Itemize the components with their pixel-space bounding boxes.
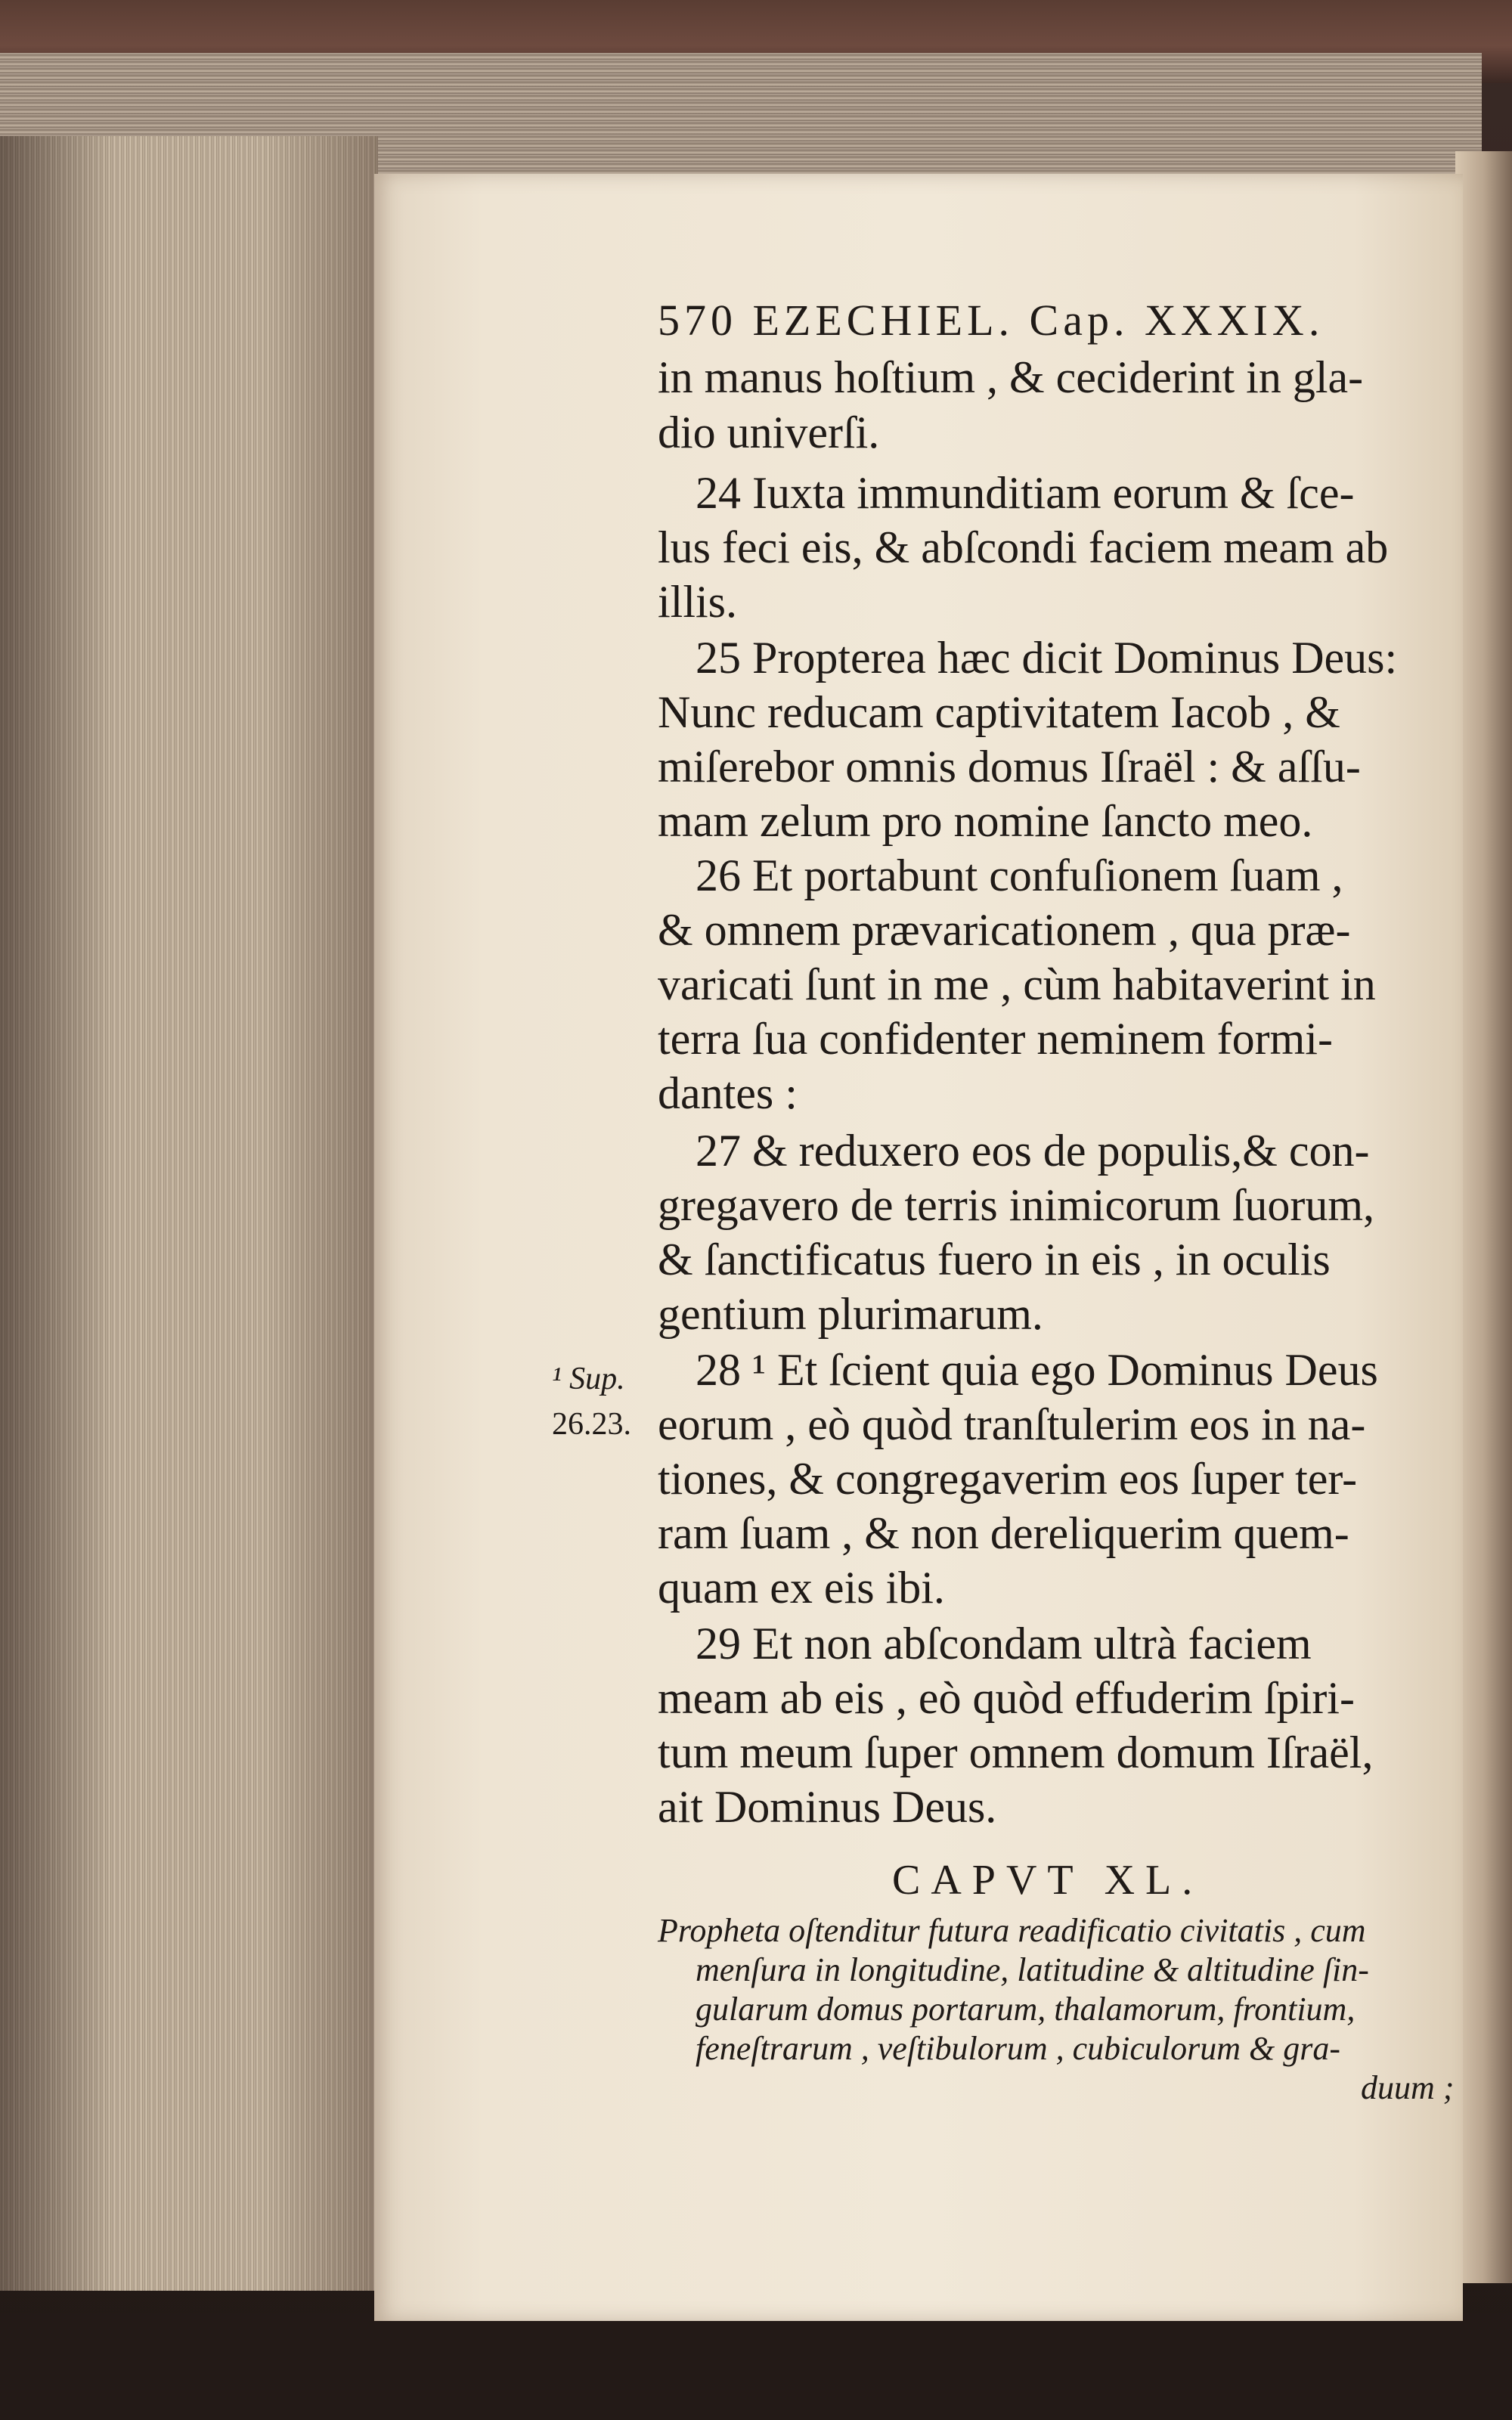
running-header: 570 EZECHIEL. Cap. XXXIX. (658, 296, 1325, 345)
chapter-summary-line: Propheta oſtenditur futura readificatio civitatis , cum (658, 1912, 1366, 1949)
text-line: & ſanctificatus fuero in eis , in oculis (658, 1235, 1331, 1284)
text-line: Nunc reducam captivitatem Iacob , & (658, 687, 1340, 737)
text-line: illis. (658, 577, 738, 627)
text-line: eorum , eò quòd tranſtulerim eos in na- (658, 1399, 1366, 1449)
text-line: varicati ſunt in me , cùm habitaverint in (658, 959, 1376, 1009)
text-line: gentium plurimarum. (658, 1289, 1043, 1339)
text-line: mam zelum pro nomine ſancto meo. (658, 796, 1313, 846)
text-line: miſerebor omnis domus Iſraël : & aſſu- (658, 742, 1361, 792)
chapter-summary-line: gularum domus portarum, thalamorum, frontium, (696, 1991, 1356, 2028)
text-line: tum meum ſuper omnem domum Iſraël, (658, 1727, 1374, 1777)
page-right-edge (1455, 151, 1512, 2283)
text-line: 24 Iuxta immunditiam eorum & ſce- (696, 468, 1355, 518)
text-line: meam ab eis , eò quòd effuderim ſpiri- (658, 1673, 1355, 1723)
text-line: 26 Et portabunt confuſionem ſuam , (696, 851, 1343, 900)
text-line: tiones, & congregaverim eos ſuper ter- (658, 1454, 1358, 1504)
text-line: 27 & reduxero eos de populis,& con- (696, 1126, 1370, 1176)
text-line: dantes : (658, 1068, 798, 1118)
chapter-heading: CAPVT XL. (892, 1857, 1204, 1904)
chapter-summary-line: duum ; (1361, 2069, 1455, 2106)
page-block-shade (0, 136, 378, 2291)
text-line: in manus hoſtium , & ceciderint in gla- (658, 352, 1364, 402)
bottom-background (0, 2313, 1512, 2420)
text-line: dio univerſi. (658, 407, 880, 457)
chapter-summary-line: feneſtrarum , veſtibulorum , cubiculorum & gra- (696, 2030, 1341, 2067)
margin-note-line: 26.23. (552, 1407, 631, 1442)
text-line: 29 Et non abſcondam ultrà faciem (696, 1619, 1312, 1669)
text-line: 25 Propterea hæc dicit Dominus Deus: (696, 633, 1398, 683)
chapter-summary-line: menſura in longitudine, latitudine & altitudine ſin- (696, 1951, 1369, 1988)
text-line: gregavero de terris inimicorum ſuorum, (658, 1180, 1375, 1230)
text-line: quam ex eis ibi. (658, 1563, 945, 1613)
text-line: 28 ¹ Et ſcient quia ego Dominus Deus (696, 1345, 1378, 1395)
text-line: terra ſua confidenter neminem formi- (658, 1014, 1333, 1064)
text-line: lus feci eis, & abſcondi faciem meam ab (658, 522, 1389, 572)
text-line: & omnem prævaricationem , qua præ- (658, 905, 1351, 955)
text-line: ait Dominus Deus. (658, 1782, 997, 1832)
margin-note-line: ¹ Sup. (552, 1362, 625, 1396)
text-line: ram ſuam , & non dereliquerim quem- (658, 1508, 1349, 1558)
